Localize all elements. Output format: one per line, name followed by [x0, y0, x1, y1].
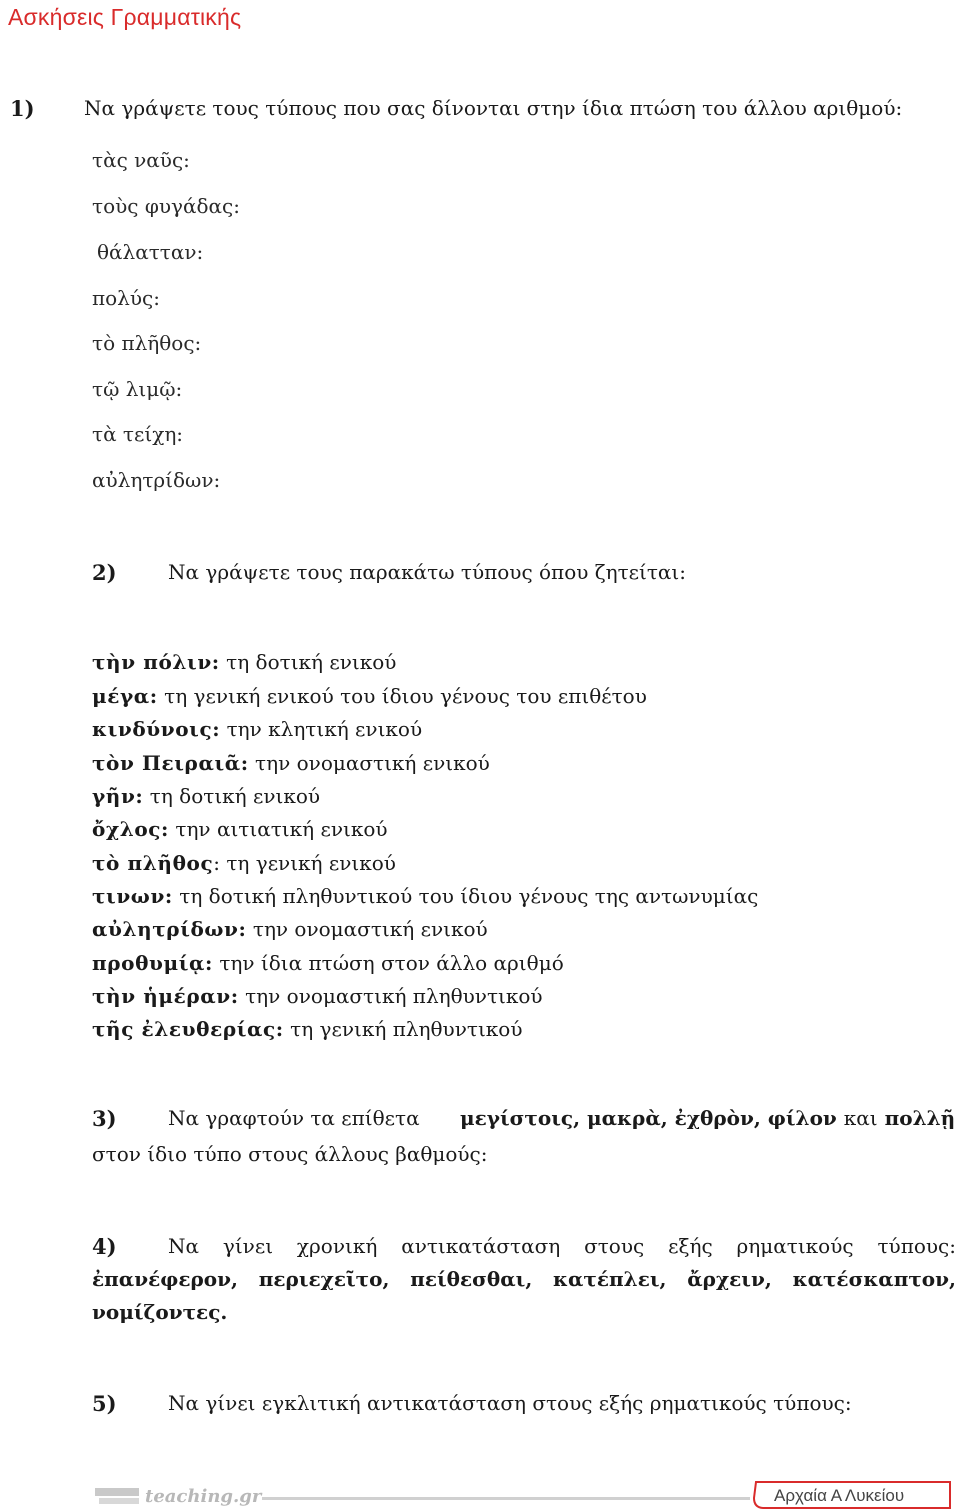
q1-item: τὸ πλῆθος: — [92, 331, 202, 355]
q2-task-desc: την ονομαστική ενικού — [246, 917, 488, 941]
q2-task-word: κινδύνοις: — [92, 717, 221, 741]
q2-task — [92, 684, 647, 708]
q2-task-word: ὄχλος: — [92, 817, 170, 841]
logo-text: teaching.gr — [145, 1486, 262, 1507]
q1-item: τὰς ναῦς: — [92, 148, 190, 172]
q4-verb: πείθεσθαι, — [410, 1267, 533, 1291]
q1-item: θάλατταν: — [97, 240, 204, 264]
q4-word: χρονική — [296, 1234, 378, 1258]
question-1-number: 1) — [10, 96, 35, 121]
q3-word: μακρὰ, — [587, 1106, 668, 1130]
q4-verb: ἐπανέφερον, — [92, 1267, 238, 1291]
q2-task-desc: : τη γενική ενικού — [213, 851, 396, 875]
q2-task — [92, 817, 388, 841]
q2-task-word: τῆς ἐλευθερίας: — [92, 1017, 284, 1041]
question-5-text: Να γίνει εγκλιτική αντικατάσταση στους εξής ρηματικούς τύπους: — [168, 1391, 852, 1415]
q2-task-word: γῆν: — [92, 784, 144, 808]
q4-word: εξής — [668, 1234, 713, 1258]
course-badge — [750, 1480, 955, 1510]
footer-divider — [262, 1497, 750, 1500]
q2-task-word: αὐλητρίδων: — [92, 917, 247, 941]
q2-task — [92, 984, 543, 1008]
q2-task-word: τὸν Πειραιᾶ: — [92, 751, 249, 775]
teaching-gr-logo — [95, 1480, 265, 1510]
q2-task-word: τὴν ἡμέραν: — [92, 984, 239, 1008]
q3-word: ἐχθρὸν, — [674, 1106, 761, 1130]
q2-task-desc: την κλητική ενικού — [220, 717, 423, 741]
q2-task — [92, 884, 758, 908]
q2-task-word: τὴν πόλιν: — [92, 650, 220, 674]
badge-text: Αρχαία Α Λυκείου — [774, 1486, 905, 1505]
q2-task-desc: τη γενική πληθυντικού — [283, 1017, 523, 1041]
q2-task — [92, 951, 564, 975]
q2-task — [92, 1017, 522, 1041]
q2-task — [92, 784, 320, 808]
q2-task — [92, 650, 396, 674]
q4-verb: νομίζοντες. — [92, 1300, 228, 1324]
q4-word: αντικατάσταση — [401, 1234, 561, 1258]
q2-task-desc: τη δοτική ενικού — [219, 650, 397, 674]
q4-verb: ἄρχειν, — [687, 1267, 772, 1291]
q2-task-desc: την ίδια πτώση στον άλλο αριθμό — [213, 951, 564, 975]
q3-word: μεγίστοις, — [460, 1106, 581, 1130]
q3-word: φίλον — [767, 1106, 837, 1130]
q1-item: αὐλητρίδων: — [92, 468, 221, 492]
q2-task — [92, 851, 396, 875]
page-title: Ασκήσεις Γραμματικής — [8, 4, 242, 30]
question-3-line — [92, 1106, 956, 1131]
question-1-text: Να γράψετε τους τύπους που σας δίνονται στην ίδια πτώση του άλλου αριθμού: — [84, 96, 903, 120]
question-2-text: Να γράψετε τους παρακάτω τύπους όπου ζητείται: — [168, 560, 686, 584]
question-3-number: 3) — [92, 1106, 117, 1131]
q4-word: γίνει — [222, 1234, 274, 1258]
q4-word: στους — [584, 1234, 645, 1258]
q4-verb: κατέσκαπτον, — [792, 1267, 956, 1291]
q1-item: τῷ λιμῷ: — [92, 377, 183, 401]
q4-verb: κατέπλει, — [553, 1267, 667, 1291]
q3-conjunction: και — [843, 1106, 878, 1130]
question-4-number: 4) — [92, 1234, 117, 1259]
q2-task-word: τινων: — [92, 884, 173, 908]
q2-task-desc: τη γενική ενικού του ίδιου γένους του επιθέτου — [157, 684, 647, 708]
q2-task — [92, 751, 490, 775]
q1-item: τοὺς φυγάδας: — [92, 194, 240, 218]
q2-task-desc: την ονομαστική πληθυντικού — [238, 984, 543, 1008]
question-5-number: 5) — [92, 1391, 117, 1416]
q2-task-desc: την αιτιατική ενικού — [169, 817, 388, 841]
q2-task-desc: τη δοτική ενικού — [143, 784, 321, 808]
q2-task — [92, 917, 488, 941]
question-3-text: Να γραφτούν τα επίθετα — [168, 1106, 420, 1130]
q2-task-word: μέγα: — [92, 684, 158, 708]
q1-item: πολύς: — [92, 286, 160, 310]
q1-item: τὰ τείχη: — [92, 422, 184, 446]
question-3-text-line2: στον ίδιο τύπο στους άλλους βαθμούς: — [92, 1142, 488, 1166]
q4-word: τύπους: — [877, 1234, 956, 1258]
q4-word: ρηματικούς — [736, 1234, 854, 1258]
q4-verb: περιεχεῖτο, — [258, 1267, 390, 1291]
q4-word: Να — [168, 1234, 200, 1258]
question-4-line1 — [92, 1234, 956, 1259]
question-2-number: 2) — [92, 560, 117, 585]
q2-task-desc: τη δοτική πληθυντικού του ίδιου γένους της αντωνυμίας — [172, 884, 759, 908]
q2-task-word: προθυμίᾳ: — [92, 951, 213, 975]
q2-task-desc: την ονομαστική ενικού — [248, 751, 490, 775]
question-4-line2 — [92, 1267, 956, 1291]
q2-task-word: τὸ πλῆθος — [92, 851, 214, 875]
q2-task — [92, 717, 422, 741]
question-3-words — [460, 1106, 955, 1130]
q3-word: πολλῇ — [884, 1106, 956, 1130]
